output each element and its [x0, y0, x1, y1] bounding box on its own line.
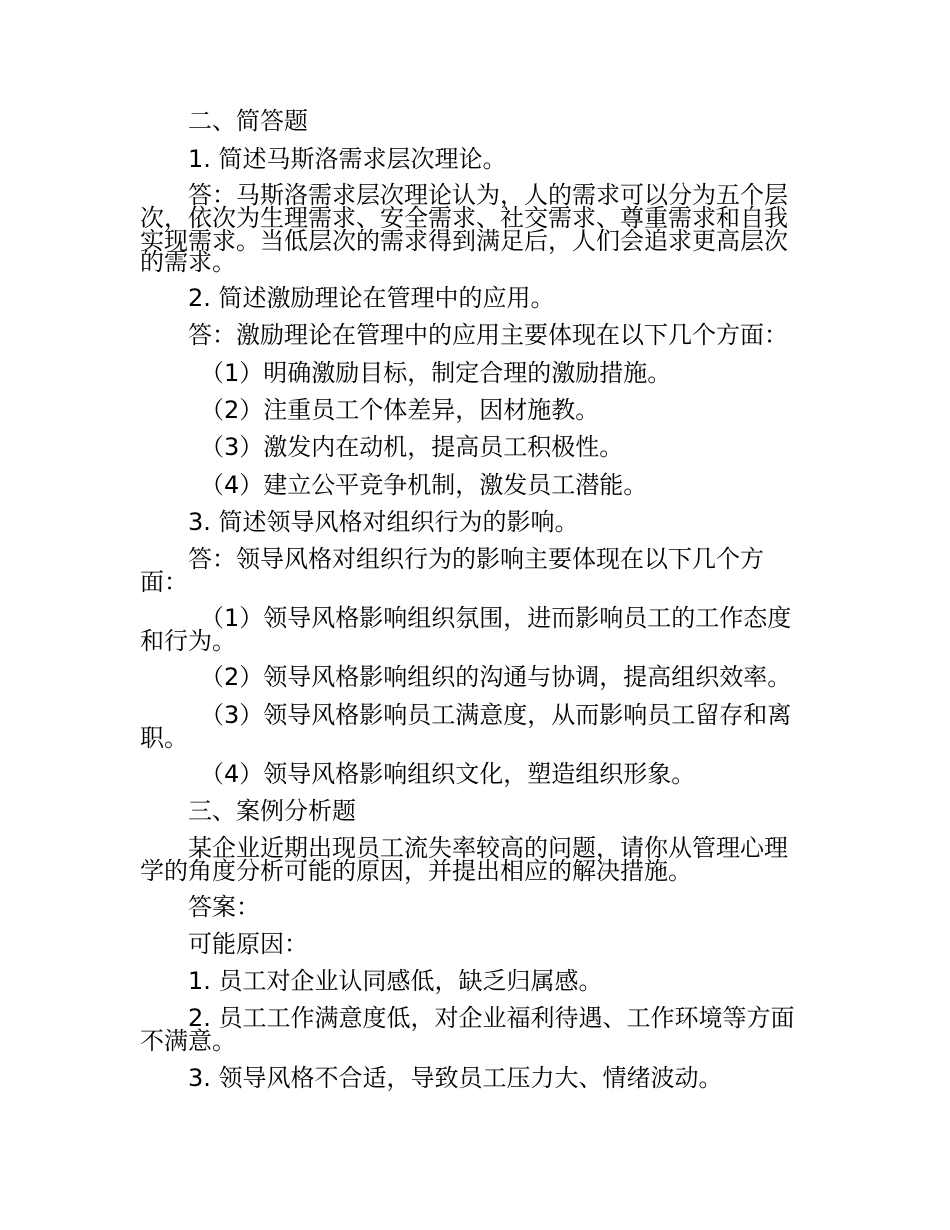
- section-heading-case-analysis: 三、案例分析题: [188, 797, 356, 825]
- causes-label: 可能原因：: [188, 930, 308, 958]
- answer-1-line-3: 实现需求。当低层次的需求得到满足后，人们会追求更高层次: [140, 227, 788, 255]
- answer-2-point-1: （1）明确激励目标，制定合理的激励措施。: [200, 359, 672, 387]
- cause-2-line-2: 不满意。: [140, 1027, 236, 1055]
- answer-3-point-1-line-2: 和行为。: [140, 627, 236, 655]
- question-2: 2. 简述激励理论在管理中的应用。: [188, 284, 555, 312]
- case-prompt-line-1: 某企业近期出现员工流失率较高的问题，请你从管理心理: [188, 834, 788, 862]
- answer-1-line-2: 次，依次为生理需求、安全需求、社交需求、尊重需求和自我: [140, 204, 788, 232]
- answer-2-point-3: （3）激发内在动机，提高员工积极性。: [200, 433, 624, 461]
- answer-2-point-4: （4）建立公平竞争机制，激发员工潜能。: [200, 471, 648, 499]
- answer-3-point-3-line-2: 职。: [140, 724, 188, 752]
- section-heading-short-answer: 二、简答题: [188, 107, 308, 135]
- cause-3: 3. 领导风格不合适，导致员工压力大、情绪波动。: [188, 1064, 723, 1092]
- answer-2-point-2: （2）注重员工个体差异，因材施教。: [200, 396, 600, 424]
- cause-1: 1. 员工对企业认同感低，缺乏归属感。: [188, 967, 603, 995]
- answer-1-line-4: 的需求。: [140, 248, 236, 276]
- answer-3-point-4: （4）领导风格影响组织文化，塑造组织形象。: [200, 760, 696, 788]
- question-1: 1. 简述马斯洛需求层次理论。: [188, 145, 507, 173]
- answer-2-intro: 答：激励理论在管理中的应用主要体现在以下几个方面：: [188, 321, 788, 349]
- answer-label: 答案：: [188, 893, 260, 921]
- question-3: 3. 简述领导风格对组织行为的影响。: [188, 508, 579, 536]
- answer-3-point-1-line-1: （1）领导风格影响组织氛围，进而影响员工的工作态度: [200, 604, 792, 632]
- answer-3-intro-line-2: 面：: [140, 568, 188, 596]
- answer-3-point-2: （2）领导风格影响组织的沟通与协调，提高组织效率。: [200, 663, 792, 691]
- answer-3-intro-line-1: 答：领导风格对组织行为的影响主要体现在以下几个方: [188, 545, 764, 573]
- answer-3-point-3-line-1: （3）领导风格影响员工满意度，从而影响员工留存和离: [200, 701, 792, 729]
- cause-2-line-1: 2. 员工工作满意度低，对企业福利待遇、工作环境等方面: [188, 1004, 795, 1032]
- answer-1-line-1: 答：马斯洛需求层次理论认为，人的需求可以分为五个层: [188, 181, 788, 209]
- case-prompt-line-2: 学的角度分析可能的原因，并提出相应的解决措施。: [140, 857, 692, 885]
